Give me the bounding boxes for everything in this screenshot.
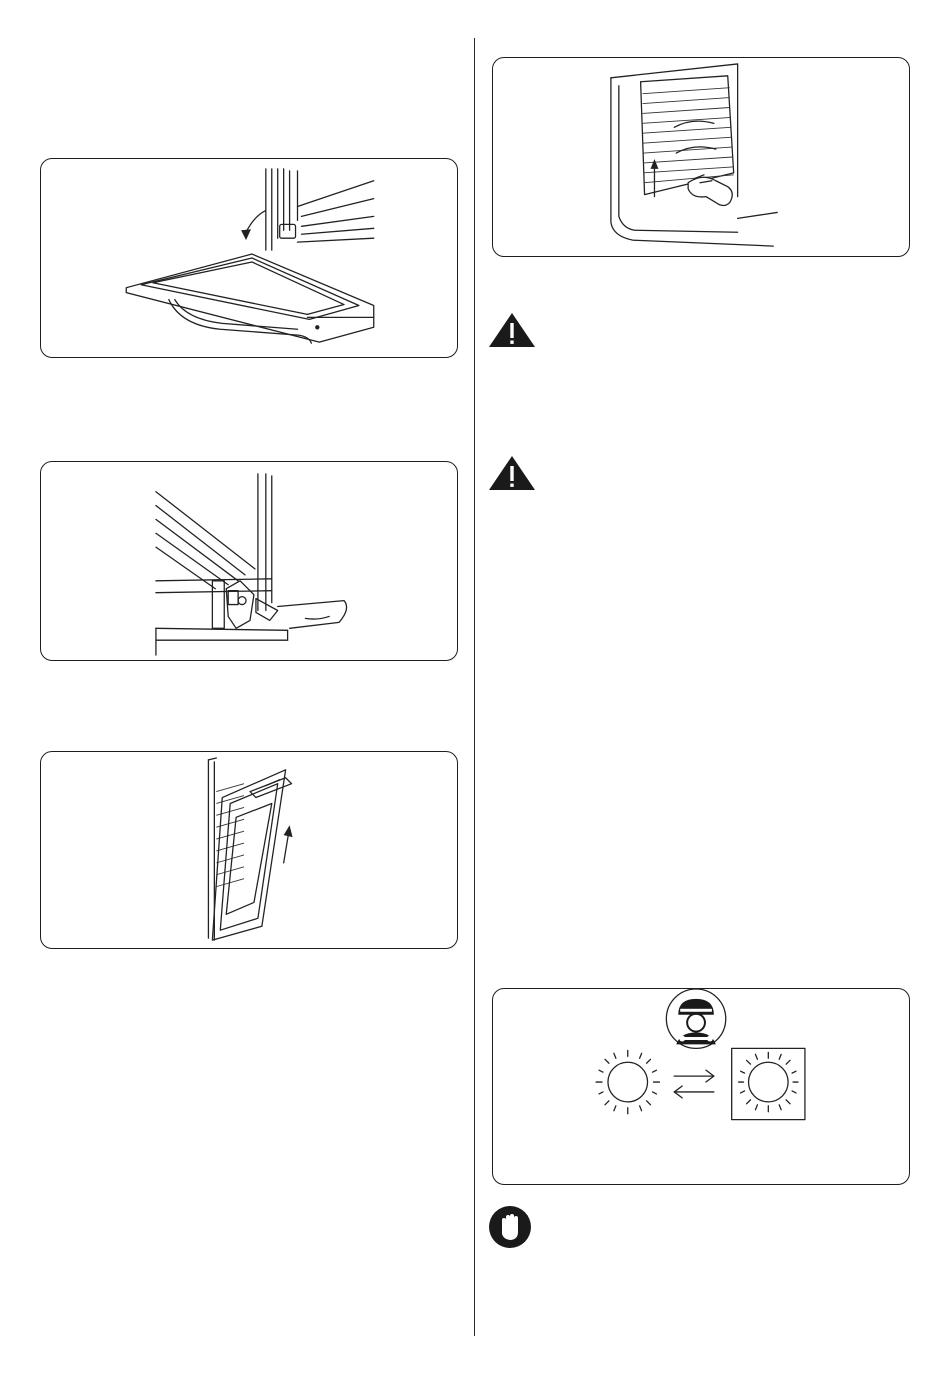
lamp-bulb-icon — [596, 1050, 659, 1113]
warning-triangle-icon — [488, 312, 536, 348]
illustration-door-lift-off — [40, 751, 458, 949]
side-rack-hand-icon — [493, 58, 909, 256]
illustration-side-rack-removal — [492, 57, 910, 257]
column-divider — [474, 38, 475, 1336]
lamp-exchange-diagram — [493, 989, 909, 1184]
hinge-latch-icon — [41, 462, 457, 660]
warning-triangle-icon — [488, 455, 536, 491]
illustration-lamp-replacement — [492, 988, 910, 1185]
service-technician-icon — [666, 989, 725, 1048]
door-open-arrow-icon — [41, 159, 457, 357]
illustration-door-hinge-latch — [40, 461, 458, 661]
lamp-bulb-icon — [732, 1048, 805, 1119]
illustration-oven-door-open — [40, 158, 458, 358]
door-lift-arrow-icon — [41, 752, 457, 948]
stop-hand-icon — [489, 1206, 531, 1248]
exchange-arrows-icon — [674, 1070, 714, 1098]
